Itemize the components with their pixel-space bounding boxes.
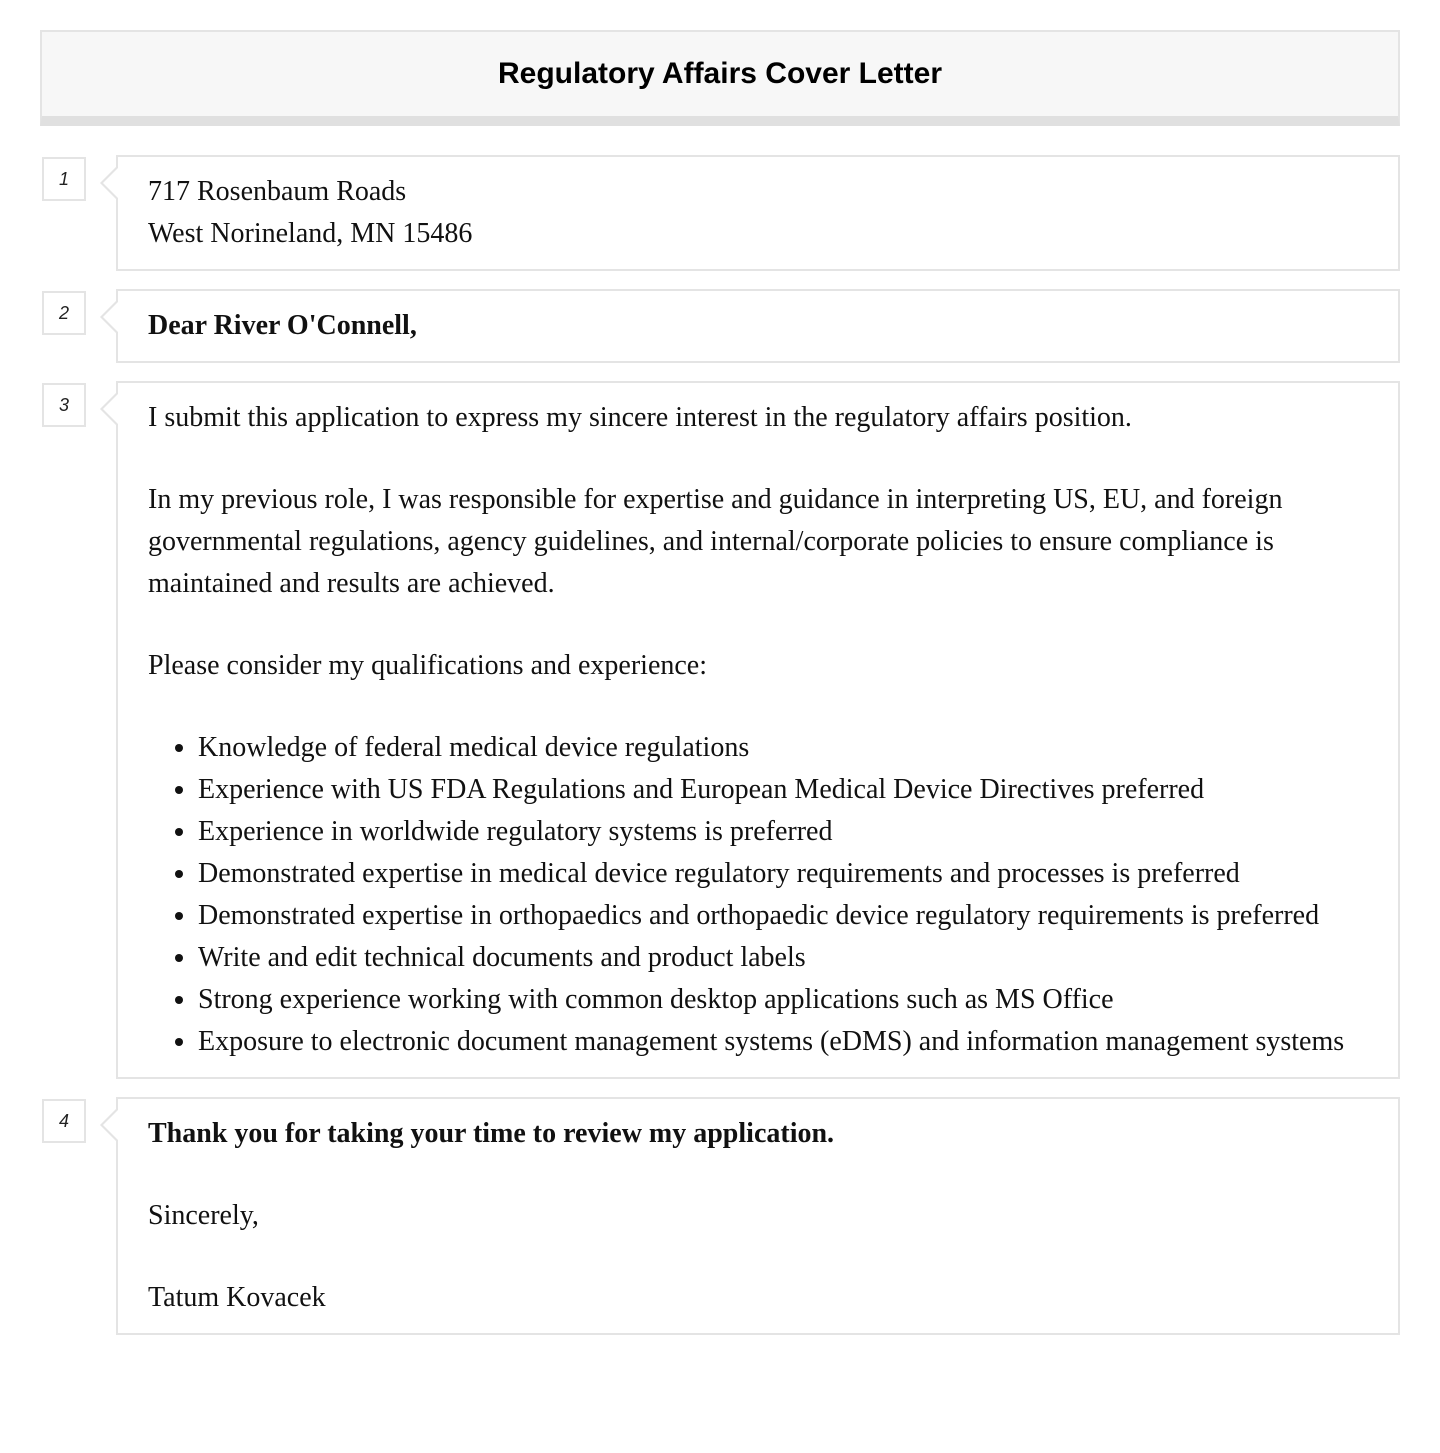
list-item: • Experience in worldwide regulatory systems is preferred xyxy=(198,811,1368,853)
experience-paragraph: In my previous role, I was responsible for expertise and guidance in interpreting US, EU, and foreign governmental regulations, agency guidelines, and internal/corporate policies to ensure compliance is maintained and results are achieved. xyxy=(148,484,1283,599)
closing: Sincerely, xyxy=(148,1200,259,1231)
thanks-text: Thank you for taking your time to review my application. xyxy=(148,1118,835,1149)
section-greeting xyxy=(40,289,1400,363)
list-item: • Demonstrated expertise in orthopaedics and orthopaedic device regulatory requirements is preferred xyxy=(198,895,1368,937)
list-item: • Write and edit technical documents and product labels xyxy=(198,937,1368,979)
section-content xyxy=(116,155,1400,271)
list-item: • Knowledge of federal medical device regulations xyxy=(198,727,1368,769)
list-item: • Strong experience working with common desktop applications such as MS Office xyxy=(198,979,1368,1021)
intro-paragraph: I submit this application to express my sincere interest in the regulatory affairs position. xyxy=(148,402,1132,433)
section-content xyxy=(116,289,1400,363)
section-number: 4 xyxy=(42,1099,86,1143)
section-number: 3 xyxy=(42,383,86,427)
list-item: • Demonstrated expertise in medical device regulatory requirements and processes is preferred xyxy=(198,853,1368,895)
letter-sections xyxy=(40,155,1400,1353)
address-line: West Norineland, MN 15486 xyxy=(148,218,473,249)
section-closing xyxy=(40,1097,1400,1335)
greeting: Dear River O'Connell, xyxy=(148,310,417,341)
section-content xyxy=(116,1097,1400,1335)
list-item: • Exposure to electronic document management systems (eDMS) and information management systems xyxy=(198,1021,1368,1063)
page-header xyxy=(40,30,1400,126)
address-line: 717 Rosenbaum Roads xyxy=(148,176,407,207)
page-title: Regulatory Affairs Cover Letter xyxy=(498,57,942,90)
section-address xyxy=(40,155,1400,271)
section-number: 2 xyxy=(42,291,86,335)
list-item: • Experience with US FDA Regulations and European Medical Device Directives preferred xyxy=(198,769,1368,811)
section-content xyxy=(116,381,1400,1079)
signature: Tatum Kovacek xyxy=(148,1282,326,1313)
section-body xyxy=(40,381,1400,1079)
qualifications-lead: Please consider my qualifications and experience: xyxy=(148,650,708,681)
qualifications-list xyxy=(148,727,1368,1063)
section-number: 1 xyxy=(42,157,86,201)
